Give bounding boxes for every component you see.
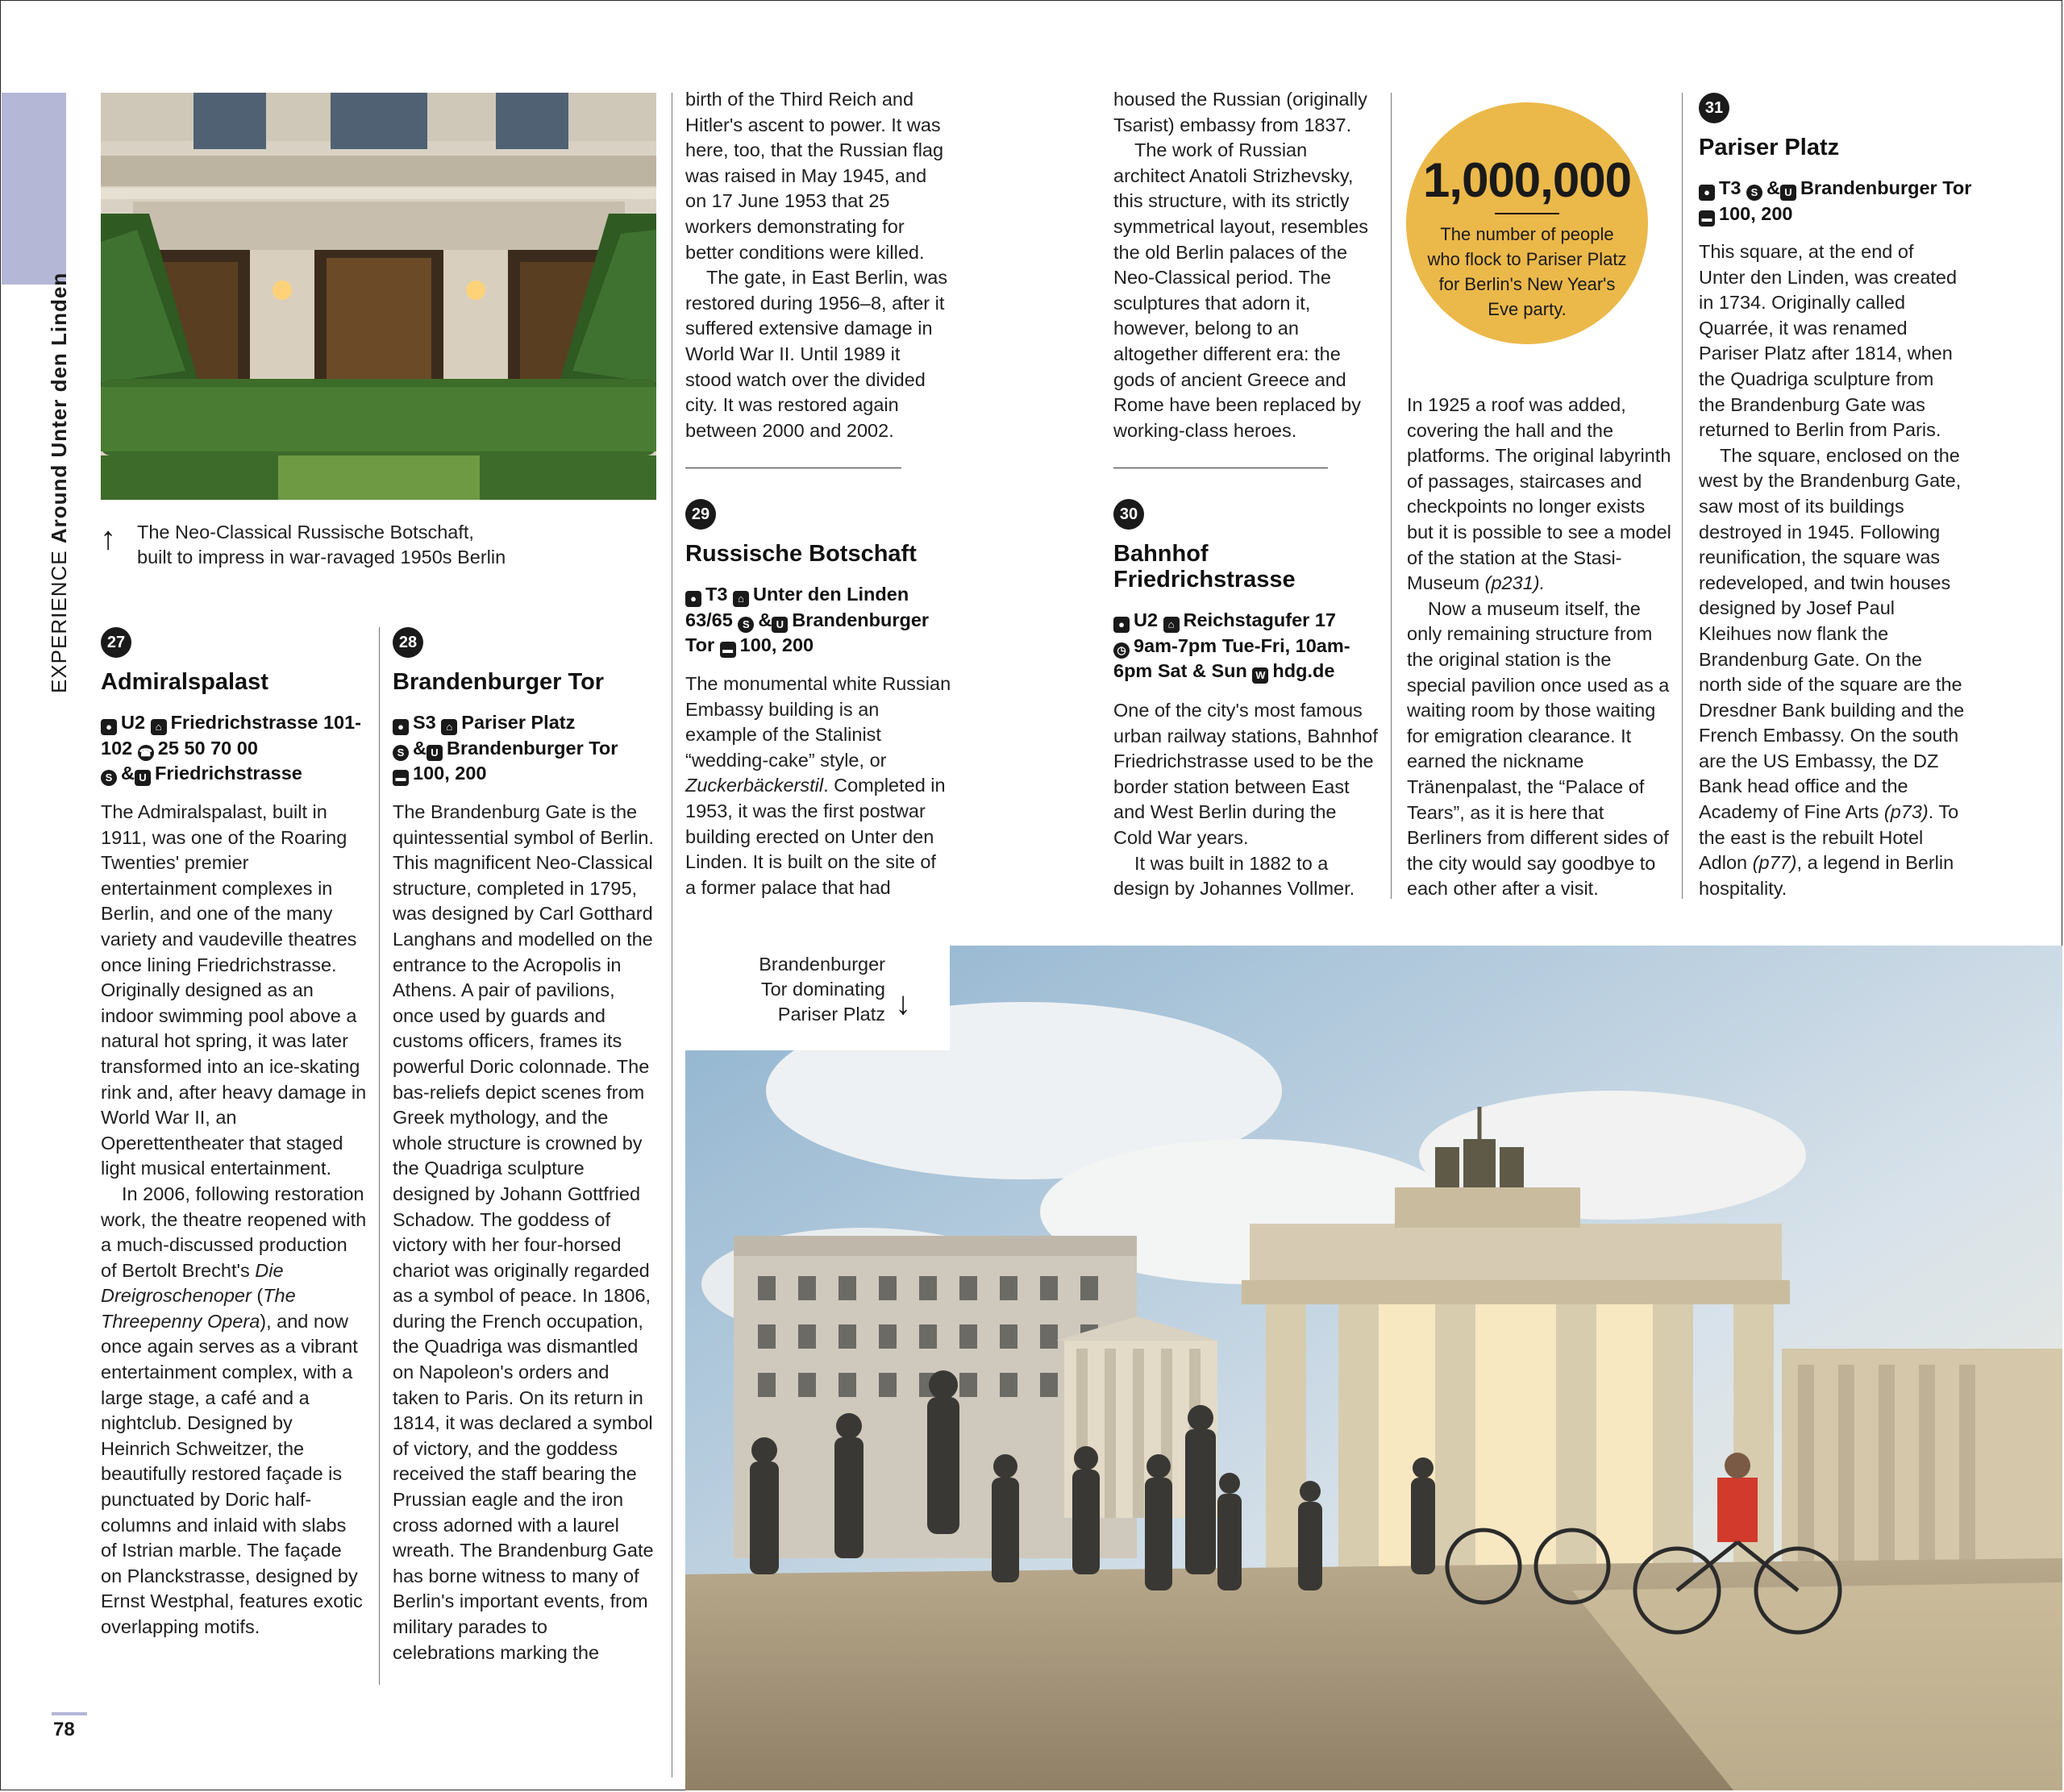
gate-photo-caption [710,952,885,1027]
u-bahn-icon: U [427,745,443,761]
house-icon: ⌂ [733,591,749,607]
entry-text-pariser-platz [1699,239,1965,901]
info-transport: T3 [705,584,728,605]
continued-text-column-4 [1113,87,1379,443]
paragraph [101,1182,367,1640]
statistic-divider [1495,213,1559,214]
info-hours: 9am-7pm Tue-Fri, 10am-6pm Sat & Sun [1113,634,1350,682]
entry-info-admiralspalast [101,710,367,787]
entry-info-bahnhof-friedrichstrasse [1113,608,1384,684]
paragraph: birth of the Third Reich and Hitler's ascent to power. It was here, too, that the Russian flag was raised in May 1945, and on 17 June 1953 that 25 workers demonstrating for better conditions were killed. [685,89,944,263]
info-transport: S3 [413,712,436,733]
text-run: In 2006, following restoration work, the theatre reopened with a much-discussed production of Bertolt Brecht's [101,1183,367,1281]
entry-text-admiralspalast [101,800,367,1640]
text-run: , a legend in Berlin hospitality. [1699,852,1954,899]
italic-term: Zuckerbäckerstil [685,775,824,796]
map-pin-icon: ● [1699,185,1715,201]
gate-caption-line3: Pariser Platz [777,1004,885,1025]
continued-text-column-3 [685,87,951,443]
paragraph [685,671,951,900]
info-bus: 100, 200 [1719,202,1793,224]
entry-title-admiralspalast: Admiralspalast [101,669,268,695]
italic-title: Die Dreigroschenoper [101,1259,284,1307]
phone-icon: ☎ [138,745,154,761]
s-bahn-icon: S [1746,185,1762,201]
page-reference: (p77) [1752,852,1797,874]
info-station: Brandenburger Tor [1800,177,1972,198]
statistic-number: 1,000,000 [1423,153,1631,207]
entry-number-28: 28 [393,627,423,658]
info-bus: 100, 200 [413,763,487,784]
u-bahn-icon: U [772,617,788,633]
info-station: Friedrichstrasse [154,763,302,784]
text-run: The monumental white Russian Embassy building is an example of the Stalinist “wedding-cake” style, or [685,673,951,771]
entry-title-bahnhof-friedrichstrasse: Bahnhof Friedrichstrasse [1113,541,1296,592]
info-transport: U2 [121,712,146,733]
italic-title: The Threepenny Opera [101,1285,296,1332]
house-icon: ⌂ [441,719,457,735]
paragraph: The work of Russian architect Anatoli Strizhevsky, this structure, with its strictly symmetrical layout, resembles the old Berlin palaces of the Neo-Classical period. The sculptures that adorn it, however, belong to an altogether different era: the gods of ancient Greece and Rome have been replaced by working-class heroes. [1113,139,1369,441]
text-run: ( [256,1285,264,1307]
house-icon: ⌂ [151,719,167,735]
info-address: Friedrichstrasse 101-102 [101,712,362,759]
text-run: . Completed in 1953, it was the first postwar building erected on Unter den Linden. It is built on the site of a former palace that had [685,775,946,898]
embassy-photo-caption [137,520,621,570]
text-run: In 1925 a roof was added, covering the hall and the platforms. The original labyrinth of passages, staircases and checkpoints no longer exists but it is possible to see a model of the station at the Stasi-Museum [1407,394,1671,594]
map-pin-icon: ● [101,719,117,735]
u-bahn-icon: U [1780,185,1796,201]
web-icon: W [1252,667,1268,684]
clock-icon: ◷ [1113,642,1130,659]
entry-title-russische-botschaft: Russische Botschaft [685,541,917,567]
embassy-caption-line2: built to impress in war-ravaged 1950s Berlin [137,547,506,568]
entry-info-russische-botschaft [685,582,951,659]
paragraph [1407,393,1673,597]
entry-text-brandenburger-tor [393,800,655,1665]
info-station: Brandenburger Tor [446,737,618,759]
paragraph: Now a museum itself, the only remaining structure from the original station is the special pavilion once used as a waiting room by those waiting for emigration clearance. It earned the nickname Tränenpalast, the “Palace of Tears”, as it is here that Berliners from different sides of the city would say goodbye to each other after a visit. [1407,597,1670,900]
column-divider [1682,93,1683,899]
map-pin-icon: ● [393,719,409,735]
page-reference: (p73) [1883,801,1929,823]
info-address: Unter den Linden 63/65 [685,584,909,630]
info-address: Reichstagufer 17 [1183,609,1336,630]
arrow-down-icon: ↓ [895,986,911,1021]
info-and: & [758,609,772,630]
arrow-up-icon: ↑ [100,521,116,556]
brandenburg-gate-photo [685,946,2062,1790]
info-address: Pariser Platz [461,712,576,733]
entry-title-brandenburger-tor: Brandenburger Tor [393,669,605,695]
u-bahn-icon: U [135,770,151,786]
entry-info-brandenburger-tor [393,710,659,787]
embassy-caption-line1: The Neo-Classical Russische Botschaft, [137,522,474,543]
section-label [47,272,72,693]
bus-icon: ▬ [720,642,736,658]
s-bahn-icon: S [738,617,754,633]
page-number: 78 [53,1719,75,1740]
info-station: Brandenburger Tor [685,609,930,656]
text-run: ), and now once again serves as a vibrant entertainment complex, with a large stage, a café and a nightclub. Designed by Heinrich Schweitzer, the beautifully restored façade is punctuated by Doric half-columns and inlaid with slabs of Istrian marble. The façade on Planckstrasse, designed by Ernst Westphal, features exotic overlapping motifs. [101,1310,363,1637]
s-bahn-icon: S [101,770,117,786]
entry-number-30: 30 [1113,499,1144,530]
info-transport: T3 [1719,177,1742,198]
map-pin-icon: ● [685,591,701,607]
page-number-bar [52,1712,87,1715]
s-bahn-icon: S [393,745,409,761]
info-and: & [1766,177,1780,198]
house-icon: ⌂ [1163,617,1180,633]
info-transport: U2 [1134,609,1159,630]
paragraph: This square, at the end of Unter den Linden, was created in 1734. Originally called Quarrée, it was renamed Pariser Platz after 1814, when the Quadriga sculpture from the Brandenburg Gate was returned to Berlin from Paris. [1699,241,1958,441]
entry-title-pariser-platz: Pariser Platz [1699,135,1840,160]
entry-text-russische-botschaft [685,671,951,900]
section-label-area: Around Unter den Linden [47,272,71,544]
info-bus: 100, 200 [739,634,814,656]
bus-icon: ▬ [1699,210,1715,227]
gate-caption-line1: Brandenburger [759,954,885,975]
map-pin-icon: ● [1113,617,1130,633]
statistic-callout [1406,102,1648,344]
text-run: The square, enclosed on the west by the Brandenburg Gate, saw most of its buildings destroyed in 1945. Following reunification, the square was redeveloped, and twin houses designed by Josef Paul Kleihues now flank the Brandenburg Gate. On the north side of the square are the Dresdner Bank building and the French Embassy. On the south are the US Embassy, the DZ Bank head office and the Academy of Fine Arts [1699,444,1965,823]
info-phone: 25 50 70 00 [157,737,258,759]
paragraph: The gate, in East Berlin, was restored during 1956–8, after it suffered extensive damage in World War II. Until 1989 it stood watch over the divided city. It was restored again between 2000 and 2002. [685,267,948,441]
info-web: hdg.de [1272,660,1335,682]
paragraph: The Admiralspalast, built in 1911, was one of the Roaring Twenties' premier entertainment complexes in Berlin, and one of the many variety and vaudeville theatres once lining Friedrichstrasse. Originally designed as an indoor swimming pool above a natural hot spring, it was later transformed into an ice-skating rink and, after heavy damage in World War II, an Operettentheater that staged light musical entertainment. [101,801,367,1179]
info-and: & [413,737,427,759]
entry-number-27: 27 [101,627,131,658]
text-run: . To the east is the rebuilt Hotel Adlon [1699,801,1959,874]
column-divider [379,627,380,1685]
entry-number-31: 31 [1699,93,1729,123]
continued-text-column-5 [1407,393,1673,902]
embassy-photo [101,93,656,500]
paragraph: The Brandenburg Gate is the quintessential symbol of Berlin. This magnificent Neo-Classical structure, completed in 1795, was designed by Carl Gotthard Langhans and modelled on the entrance to the Acropolis in Athens. A pair of pavilions, once used by guards and customs officers, frames its powerful Doric colonnade. The bas-reliefs depict scenes from Greek mythology, and the whole structure is crowned by the Quadriga sculpture designed by Johann Gottfried Schadow. The goddess of victory with her four-horsed chariot was originally regarded as a symbol of peace. In 1806, during the French occupation, the Quadriga was dismantled on Napoleon's orders and taken to Paris. On its return in 1814, it was declared a symbol of victory, and the goddess received the staff bearing the Prussian eagle and the iron cross adorned with a laurel wreath. The Brandenburg Gate has borne witness to many of Berlin's important events, from military parades to celebrations marking the [393,801,654,1663]
entry-number-29: 29 [685,499,716,530]
section-tab [2,93,66,285]
paragraph: One of the city's most famous urban railway stations, Bahnhof Friedrichstrasse used to be the border station between East and West Berlin during the Cold War years. [1113,700,1378,848]
bus-icon: ▬ [393,770,409,786]
column-divider [1391,93,1392,899]
paragraph: It was built in 1882 to a design by Johannes Vollmer. [1113,852,1355,900]
paragraph: housed the Russian (originally Tsarist) embassy from 1837. [1113,89,1367,135]
page-reference: (p231). [1484,572,1546,594]
gate-caption-line2: Tor dominating [760,979,885,1000]
entry-text-bahnhof-friedrichstrasse [1113,698,1379,902]
statistic-text: The number of people who flock to Pariser Platz for Berlin's New Year's Eve party. [1427,224,1627,319]
paragraph [1699,443,1965,902]
entry-info-pariser-platz [1699,176,1973,227]
section-label-experience: EXPERIENCE [47,543,71,693]
info-and: & [121,763,135,784]
